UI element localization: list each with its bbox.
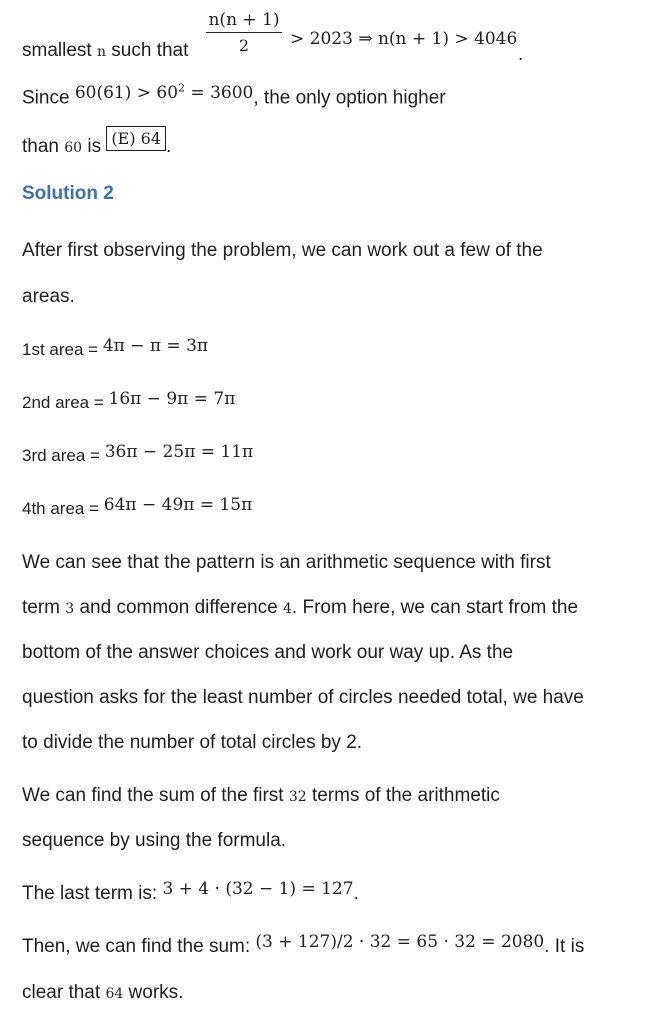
text: is [87, 136, 102, 157]
area-row-1 [22, 336, 209, 361]
period: . [518, 44, 524, 65]
math-inequality: > 2023 ⇒ n(n + 1) > 4046 [290, 29, 518, 49]
math-inline: 32 [288, 789, 307, 805]
area-label: 2nd area = [22, 393, 109, 412]
period: . [166, 136, 172, 157]
line-than-60 [22, 129, 172, 158]
math-inline: n [96, 44, 106, 60]
fraction-numerator: n(n + 1) [208, 10, 280, 30]
paragraph-line: to divide the number of total circles by 2. [22, 732, 363, 753]
fraction-bar [206, 32, 282, 33]
area-row-2 [22, 389, 236, 414]
boxed-answer: (E) 64 [106, 126, 166, 151]
area-label: 4th area = [22, 499, 104, 518]
paragraph-line: We can see that the pattern is an arithmetic sequence with first [22, 552, 551, 573]
math-inline: 3 [65, 601, 75, 617]
paragraph-line: sequence by using the formula. [22, 830, 287, 851]
math-inline: 3 + 4 · (32 − 1) = 127 [162, 879, 354, 899]
area-label: 1st area = [22, 340, 103, 359]
math-inline: $60(61) > 60^2 = 3600$ [74, 81, 254, 103]
paragraph-line: After first observing the problem, we can work out a few of the [22, 240, 543, 261]
text: , the only option higher [253, 87, 446, 109]
text: smallest [22, 40, 92, 61]
paragraph-line: bottom of the answer choices and work our way up. As the [22, 642, 514, 663]
line-inequality [290, 28, 517, 50]
area-math: 36π − 25π = 11π [104, 442, 254, 462]
paragraph-line: clear that 64 works. [22, 982, 184, 1003]
line-since [22, 81, 446, 110]
area-math: 4π − π = 3π [102, 336, 209, 356]
area-row-4 [22, 495, 253, 520]
paragraph-line: term 3 and common difference 4. From here, we can start from the [22, 597, 579, 618]
area-math: 64π − 49π = 15π [103, 495, 253, 515]
math-inline: (3 + 127)/2 · 32 = 65 · 32 = 2080 [255, 932, 545, 952]
area-label: 3rd area = [22, 446, 105, 465]
paragraph-line: Then, we can find the sum: (3 + 127)/2 · 32 = 65 · 32 = 2080. It is [22, 932, 585, 957]
math-inline: 4 [282, 601, 292, 617]
paragraph-line: question asks for the least number of circles needed total, we have [22, 687, 584, 708]
line-smallest-n [22, 40, 188, 62]
text: than [22, 136, 59, 157]
paragraph-line: The last term is: 3 + 4 · (32 − 1) = 127. [22, 879, 359, 904]
paragraph-line: We can find the sum of the first 32 terms of the arithmetic [22, 785, 500, 806]
fraction-denominator: 2 [238, 36, 250, 55]
area-math: 16π − 9π = 7π [108, 389, 236, 409]
text: Since [22, 87, 70, 109]
paragraph-line: areas. [22, 286, 75, 307]
text: such that [111, 40, 189, 61]
line-period [518, 44, 523, 66]
fraction-n-n-plus-1-over-2 [206, 10, 282, 55]
section-heading: Solution 2 [22, 183, 114, 204]
area-row-3 [22, 442, 254, 467]
math-inline: 60 [64, 140, 83, 156]
math-inline: 64 [105, 986, 124, 1002]
